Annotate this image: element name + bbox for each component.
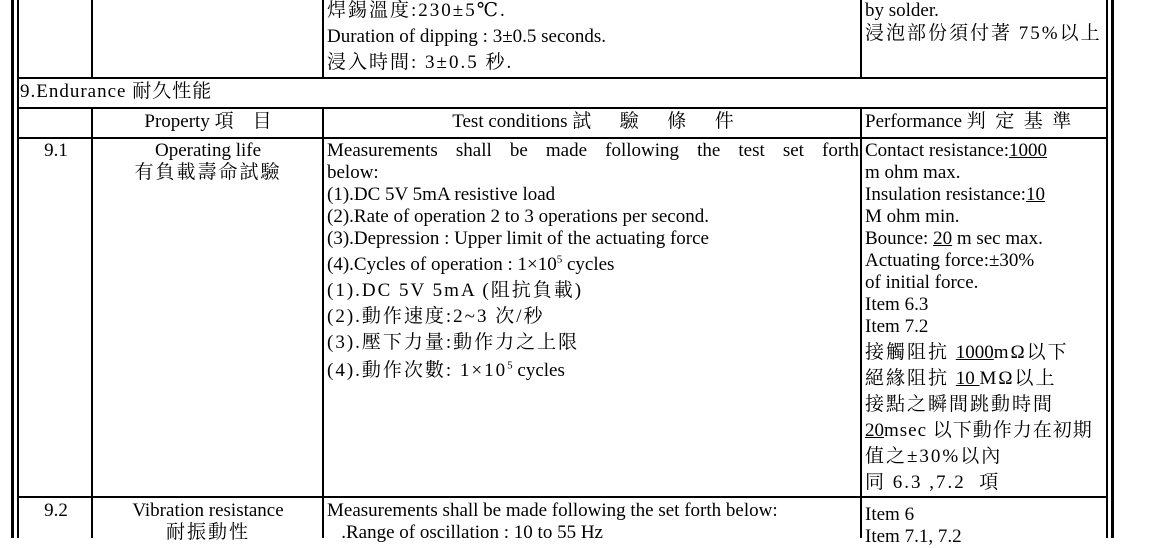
perf-item: Item 6	[865, 504, 915, 525]
row-divider-9-1	[17, 496, 1108, 498]
col-divider-property	[322, 0, 324, 78]
top-test-line: 焊錫溫度:230±5℃.	[327, 0, 507, 21]
perf-insulation-unit: M ohm min.	[865, 206, 960, 227]
top-test-conditions	[327, 0, 859, 74]
header-performance: Performance 判 定 基 準	[865, 111, 1072, 132]
perf-zh-ins-prefix: 絕緣阻抗	[865, 368, 956, 389]
perf-zh-contact-prefix: 接觸阻抗	[865, 342, 956, 363]
perf-insulation-value: 10	[1025, 184, 1045, 205]
row-performance	[865, 140, 1108, 494]
perf-bounce-label: Bounce:	[865, 228, 934, 249]
perf-zh-ins-suffix: MΩ以上	[979, 368, 1057, 389]
perf-bounce	[865, 228, 1108, 250]
cycles-prefix: (4).Cycles of operation : 1×10	[327, 254, 557, 275]
test-line: Measurements shall be made following the test set forth	[327, 140, 859, 161]
col-divider-test-lower	[860, 108, 862, 538]
perf-insulation-label: Insulation resistance:	[865, 184, 1026, 205]
perf-bounce-unit: m sec max.	[952, 228, 1043, 249]
header-property: Property 項 目	[144, 111, 272, 132]
test-line-cycles-zh	[327, 360, 859, 382]
test-line-zh: (3).壓下力量:動作力之上限	[327, 332, 580, 353]
cycles-zh-exponent: 5	[507, 359, 513, 372]
test-line: (2).Rate of operation 2 to 3 operations per second.	[327, 206, 709, 227]
test-line: Measurements shall be made following the set forth below:	[327, 500, 778, 521]
row-property	[93, 140, 323, 184]
property-zh: 耐振動性	[165, 522, 250, 543]
perf-item: Item 7.1, 7.2	[865, 526, 962, 547]
perf-contact-label: Contact resistance:	[865, 140, 1010, 161]
cycles-zh-prefix: (4).動作次數: 1×10	[327, 360, 508, 381]
row-number: 9.1	[44, 140, 68, 161]
perf-zh-contact-value: 1000	[955, 342, 994, 363]
cycles-suffix: cycles	[562, 254, 615, 275]
perf-zh-contact	[865, 342, 1108, 364]
top-test-line: 浸入時間: 3±0.5 秒.	[327, 52, 514, 73]
test-line-cycles	[327, 254, 859, 276]
perf-actuating: Actuating force:±30%	[865, 250, 1035, 271]
table-border-left-inner	[17, 0, 19, 538]
perf-item-1: Item 6.3	[865, 294, 929, 315]
perf-zh-20	[865, 420, 1108, 442]
test-line-zh: (2).動作速度:2~3 次/秒	[327, 306, 545, 327]
perf-zh-initial: 值之±30%以內	[865, 446, 1003, 467]
perf-zh-bounce: 接點之瞬間跳動時間	[865, 394, 1055, 415]
test-line: .Range of oscillation : 10 to 55 Hz	[327, 522, 603, 543]
perf-contact	[865, 140, 1108, 162]
property-zh: 有負載壽命試驗	[134, 162, 282, 183]
perf-zh-20-suffix: msec 以下動作力在初期	[884, 420, 1093, 441]
test-line-zh: (1).DC 5V 5mA (阻抗負載)	[327, 280, 584, 301]
col-divider-test	[860, 0, 862, 78]
col-divider-no	[91, 0, 93, 78]
perf-zh-insulation	[865, 368, 1108, 390]
row-divider-top	[17, 77, 1108, 79]
perf-zh-contact-suffix: mΩ以下	[993, 342, 1069, 363]
perf-contact-unit: m ohm max.	[865, 162, 961, 183]
perf-zh-ins-value: 10	[955, 368, 980, 389]
row-divider-header	[17, 137, 1108, 139]
row-number: 9.2	[44, 500, 68, 521]
perf-contact-value: 1000	[1009, 140, 1048, 161]
row-test-conditions	[327, 500, 859, 544]
test-line: (1).DC 5V 5mA resistive load	[327, 184, 556, 205]
test-line: (3).Depression : Upper limit of the actuating force	[327, 228, 709, 249]
row-divider-section	[17, 107, 1108, 109]
perf-zh-same: 同 6.3 ,7.2 項	[865, 472, 1001, 493]
top-test-line: Duration of dipping : 3±0.5 seconds.	[327, 26, 607, 47]
perf-initial: of initial force.	[865, 272, 979, 293]
top-performance	[865, 0, 1108, 45]
cycles-exponent: 5	[556, 253, 563, 266]
cycles-zh-suffix: cycles	[512, 360, 565, 381]
top-perf-line: 浸泡部份須付著 75%以上	[865, 23, 1102, 44]
row-test-conditions	[327, 140, 859, 382]
header-test-conditions: Test conditions 試 驗 條 件	[452, 111, 734, 132]
top-perf-line: by solder.	[865, 0, 939, 21]
perf-insulation	[865, 184, 1108, 206]
table-border-right-outer	[1111, 0, 1114, 538]
property-en: Vibration resistance	[132, 500, 284, 521]
row-performance	[865, 504, 1108, 548]
table-border-left-outer	[11, 0, 14, 538]
perf-item-2: Item 7.2	[865, 316, 929, 337]
perf-bounce-value: 20	[933, 228, 953, 249]
test-line: below:	[327, 162, 379, 183]
perf-zh-20-value: 20	[865, 420, 884, 441]
property-en: Operating life	[154, 140, 262, 161]
section-title: 9.Endurance 耐久性能	[20, 81, 213, 102]
row-property	[93, 500, 323, 544]
